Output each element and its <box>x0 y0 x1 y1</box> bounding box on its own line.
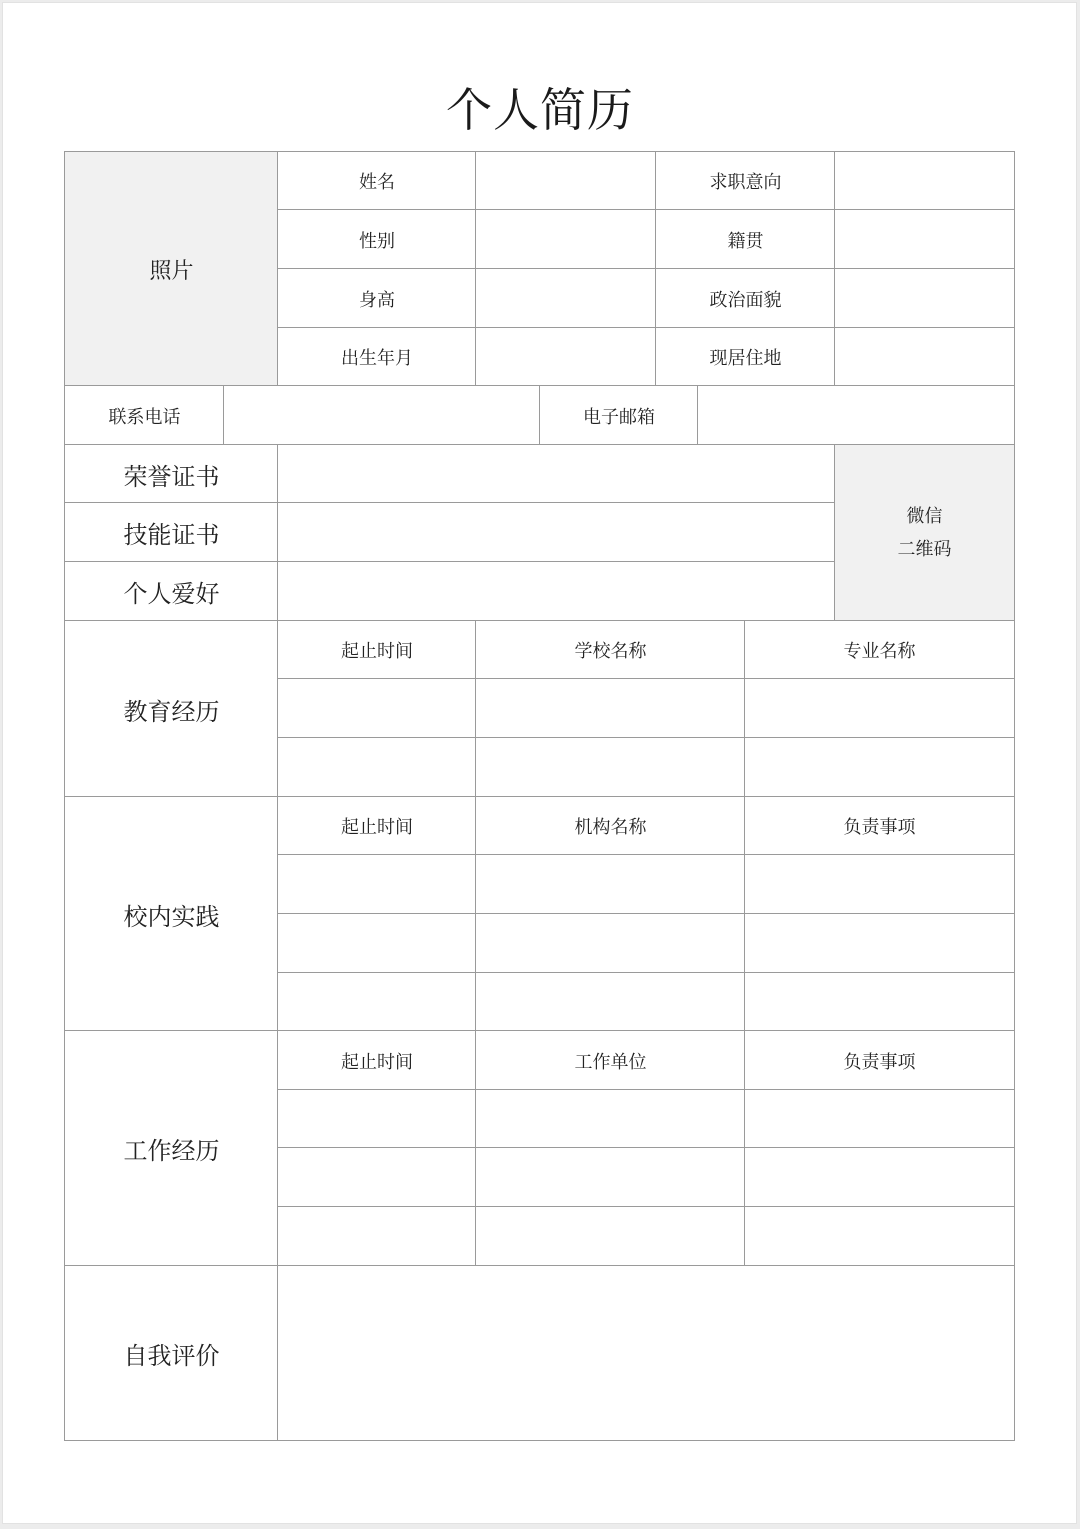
campus-cell[interactable] <box>277 913 477 974</box>
campus-cell[interactable] <box>744 913 1015 974</box>
email-label: 电子邮箱 <box>539 385 699 446</box>
height-label: 身高 <box>277 268 477 329</box>
work-cell[interactable] <box>744 1206 1015 1267</box>
campus-cell[interactable] <box>744 854 1015 915</box>
birth-field[interactable] <box>475 327 657 387</box>
residence-field[interactable] <box>834 327 1015 387</box>
politics-field[interactable] <box>834 268 1015 329</box>
work-cell[interactable] <box>277 1206 477 1267</box>
hobbies-field[interactable] <box>277 561 836 622</box>
phone-field[interactable] <box>223 385 541 446</box>
work-cell[interactable] <box>744 1147 1015 1208</box>
page-title: 个人简历 <box>446 83 634 137</box>
birth-label: 出生年月 <box>277 327 477 387</box>
education-cell[interactable] <box>475 737 746 798</box>
campus-cell[interactable] <box>475 972 746 1032</box>
education-cell[interactable] <box>277 737 477 798</box>
skills-label: 技能证书 <box>64 502 279 563</box>
education-header-period: 起止时间 <box>277 620 477 680</box>
phone-label: 联系电话 <box>64 385 225 446</box>
campus-cell[interactable] <box>475 913 746 974</box>
campus-cell[interactable] <box>475 854 746 915</box>
campus-cell[interactable] <box>277 972 477 1032</box>
education-header-major: 专业名称 <box>744 620 1015 680</box>
education-header-school: 学校名称 <box>475 620 746 680</box>
campus-cell[interactable] <box>277 854 477 915</box>
residence-label: 现居住地 <box>655 327 836 387</box>
work-label: 工作经历 <box>64 1030 279 1267</box>
education-cell[interactable] <box>744 678 1015 739</box>
politics-label: 政治面貌 <box>655 268 836 329</box>
skills-field[interactable] <box>277 502 836 563</box>
education-cell[interactable] <box>277 678 477 739</box>
education-label: 教育经历 <box>64 620 279 798</box>
work-cell[interactable] <box>277 1089 477 1149</box>
email-field[interactable] <box>697 385 1015 446</box>
work-header-period: 起止时间 <box>277 1030 477 1091</box>
work-header-duty: 负责事项 <box>744 1030 1015 1091</box>
work-cell[interactable] <box>475 1206 746 1267</box>
honors-field[interactable] <box>277 444 836 504</box>
photo-box[interactable]: 照片 <box>64 151 279 387</box>
self-eval-field[interactable] <box>277 1265 1015 1441</box>
intention-label: 求职意向 <box>655 151 836 211</box>
work-header-company: 工作单位 <box>475 1030 746 1091</box>
native-label: 籍贯 <box>655 209 836 270</box>
work-cell[interactable] <box>744 1089 1015 1149</box>
campus-header-org: 机构名称 <box>475 796 746 856</box>
intention-field[interactable] <box>834 151 1015 211</box>
honors-label: 荣誉证书 <box>64 444 279 504</box>
hobbies-label: 个人爱好 <box>64 561 279 622</box>
work-cell[interactable] <box>475 1147 746 1208</box>
education-cell[interactable] <box>475 678 746 739</box>
work-cell[interactable] <box>277 1147 477 1208</box>
name-field[interactable] <box>475 151 657 211</box>
wechat-qr-box[interactable]: 微信 二维码 <box>834 444 1015 622</box>
height-field[interactable] <box>475 268 657 329</box>
native-field[interactable] <box>834 209 1015 270</box>
work-cell[interactable] <box>475 1089 746 1149</box>
self-eval-label: 自我评价 <box>64 1265 279 1441</box>
campus-cell[interactable] <box>744 972 1015 1032</box>
gender-field[interactable] <box>475 209 657 270</box>
education-cell[interactable] <box>744 737 1015 798</box>
campus-header-period: 起止时间 <box>277 796 477 856</box>
name-label: 姓名 <box>277 151 477 211</box>
gender-label: 性别 <box>277 209 477 270</box>
campus-header-duty: 负责事项 <box>744 796 1015 856</box>
campus-label: 校内实践 <box>64 796 279 1032</box>
